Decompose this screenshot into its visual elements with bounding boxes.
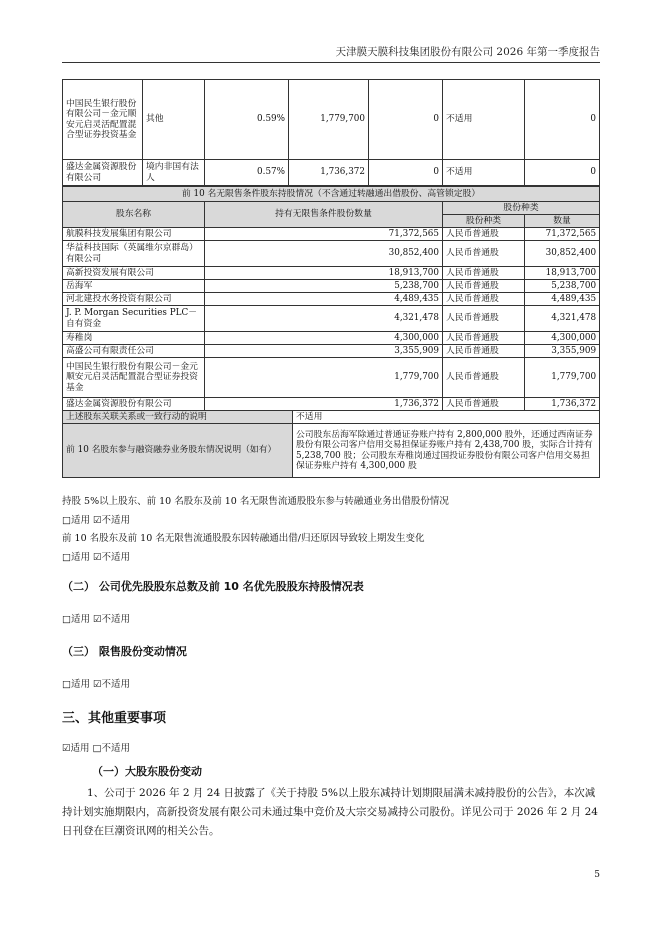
row-name: 高盛公司有限责任公司 [63, 345, 205, 358]
table-row [63, 280, 600, 293]
table-row [63, 358, 600, 398]
row-shares: 1,779,700 [205, 358, 443, 398]
row-shares: 5,238,700 [205, 280, 443, 293]
shareholder-name: 中国民生银行股份有限公司－金元顺安元启灵活配置混合型证券投资基金 [63, 80, 143, 160]
table-title: 前 10 名无限售条件股东持股情况（不含通过转融通出借股份、高管锁定股） [63, 187, 600, 202]
col-header-name: 股东名称 [63, 202, 205, 228]
row-shares: 4,489,435 [205, 293, 443, 306]
row-qty: 30,852,400 [525, 241, 600, 267]
holding-shares: 1,736,372 [289, 160, 369, 186]
section-preferred-shares-heading: （二） 公司优先股股东总数及前 10 名优先股股东持股情况表 [62, 580, 364, 593]
related-label: 上述股东关联关系或一致行动的说明 [63, 411, 293, 424]
row-qty: 5,238,700 [525, 280, 600, 293]
holding-percent: 0.59% [205, 80, 289, 160]
table-row [63, 228, 600, 241]
row-type: 人民币普通股 [443, 398, 525, 411]
table-row [63, 411, 600, 424]
pledge-status: 不适用 [443, 160, 525, 186]
row-name: 华益科技国际（英属维尔京群岛）有限公司 [63, 241, 205, 267]
pledge-status: 不适用 [443, 80, 525, 160]
related-value: 不适用 [293, 411, 600, 424]
table-row [63, 424, 600, 478]
table-row [63, 345, 600, 358]
row-qty: 71,372,565 [525, 228, 600, 241]
row-qty: 4,300,000 [525, 332, 600, 345]
margin-value: 公司股东岳海军除通过普通证券账户持有 2,800,000 股外，还通过西南证券股份有限公司客户信用交易担保证券账户持有 2,438,700 股，实际合计持有 5,238,700 股；公司股东寿稚岗通过国投证券股份有限公司客户信用交易担保证券账户持有 4,300,000 股 [293, 424, 600, 478]
row-name: 岳海军 [63, 280, 205, 293]
section-other-matters-heading: 三、其他重要事项 [62, 711, 167, 726]
row-name: 中国民生银行股份有限公司－金元顺安元启灵活配置混合型证券投资基金 [63, 358, 205, 398]
unrestricted-shareholders-table [62, 186, 600, 478]
shareholder-name: 盛达金属资源股份有限公司 [63, 160, 143, 186]
holding-shares: 1,779,700 [289, 80, 369, 160]
table-title-row [63, 187, 600, 202]
restricted-shares: 0 [369, 160, 443, 186]
subsection-major-shareholder-heading: （一）大股东股份变动 [92, 765, 202, 778]
row-shares: 71,372,565 [205, 228, 443, 241]
col-header-qty: 数量 [525, 215, 600, 228]
row-qty: 3,355,909 [525, 345, 600, 358]
row-name: 高新投资发展有限公司 [63, 267, 205, 280]
row-type: 人民币普通股 [443, 332, 525, 345]
row-type: 人民币普通股 [443, 345, 525, 358]
pledge-qty: 0 [525, 160, 600, 186]
table-row [63, 241, 600, 267]
section-other-matters-answer: ☑适用 □不适用 [62, 743, 131, 754]
shareholder-nature: 境内非国有法人 [143, 160, 205, 186]
col-header-shares: 持有无限售条件股份数量 [205, 202, 443, 228]
row-type: 人民币普通股 [443, 267, 525, 280]
page-number: 5 [594, 870, 600, 880]
shareholder-nature: 其他 [143, 80, 205, 160]
lending-answer: □适用 ☑不适用 [62, 515, 131, 526]
row-name: J. P. Morgan Securities PLC－自有资金 [63, 306, 205, 332]
row-shares: 4,300,000 [205, 332, 443, 345]
table-row [63, 80, 600, 160]
row-type: 人民币普通股 [443, 293, 525, 306]
row-shares: 18,913,700 [205, 267, 443, 280]
section-restricted-shares-answer: □适用 ☑不适用 [62, 679, 131, 690]
row-qty: 4,321,478 [525, 306, 600, 332]
table-row [63, 267, 600, 280]
table-row [63, 398, 600, 411]
row-qty: 4,489,435 [525, 293, 600, 306]
top10-shareholders-table-continued [62, 79, 600, 186]
table-row [63, 306, 600, 332]
row-qty: 18,913,700 [525, 267, 600, 280]
col-header-type-group: 股份种类 [443, 202, 600, 215]
row-shares: 1,736,372 [205, 398, 443, 411]
pledge-qty: 0 [525, 80, 600, 160]
header-rule [62, 62, 600, 63]
section-preferred-shares-answer: □适用 ☑不适用 [62, 614, 131, 625]
row-name: 航膜科技发展集团有限公司 [63, 228, 205, 241]
row-type: 人民币普通股 [443, 228, 525, 241]
row-name: 寿稚岗 [63, 332, 205, 345]
change-question: 前 10 名股东及前 10 名无限售流通股股东因转融通出借/归还原因导致较上期发生变化 [62, 533, 425, 544]
row-type: 人民币普通股 [443, 280, 525, 293]
holding-percent: 0.57% [205, 160, 289, 186]
row-name: 盛达金属资源股份有限公司 [63, 398, 205, 411]
col-header-type: 股份种类 [443, 215, 525, 228]
row-type: 人民币普通股 [443, 358, 525, 398]
section-restricted-shares-heading: （三） 限售股份变动情况 [62, 645, 187, 658]
lending-question: 持股 5%以上股东、前 10 名股东及前 10 名无限售流通股股东参与转融通业务出借股份情况 [62, 496, 449, 507]
change-answer: □适用 ☑不适用 [62, 552, 131, 563]
paragraph-reduction-plan: 1、公司于 2026 年 2 月 24 日披露了《关于持股 5%以上股东减持计划期限届满未减持股份的公告》，本次减持计划实施期限内，高新投资发展有限公司未通过集中竞价及大宗交易减持公司股份。详见公司于 2026 年 2 月 24 日刊登在巨潮资讯网的相关公告。 [62, 787, 598, 837]
margin-label: 前 10 名股东参与融资融券业务股东情况说明（如有） [63, 424, 293, 478]
row-shares: 3,355,909 [205, 345, 443, 358]
table-row [63, 160, 600, 186]
row-qty: 1,736,372 [525, 398, 600, 411]
row-qty: 1,779,700 [525, 358, 600, 398]
table-row [63, 293, 600, 306]
row-shares: 30,852,400 [205, 241, 443, 267]
restricted-shares: 0 [369, 80, 443, 160]
row-type: 人民币普通股 [443, 306, 525, 332]
row-name: 河北建投水务投资有限公司 [63, 293, 205, 306]
table-row [63, 332, 600, 345]
row-type: 人民币普通股 [443, 241, 525, 267]
row-shares: 4,321,478 [205, 306, 443, 332]
page-header: 天津膜天膜科技集团股份有限公司 2026 年第一季度报告 [335, 46, 600, 58]
